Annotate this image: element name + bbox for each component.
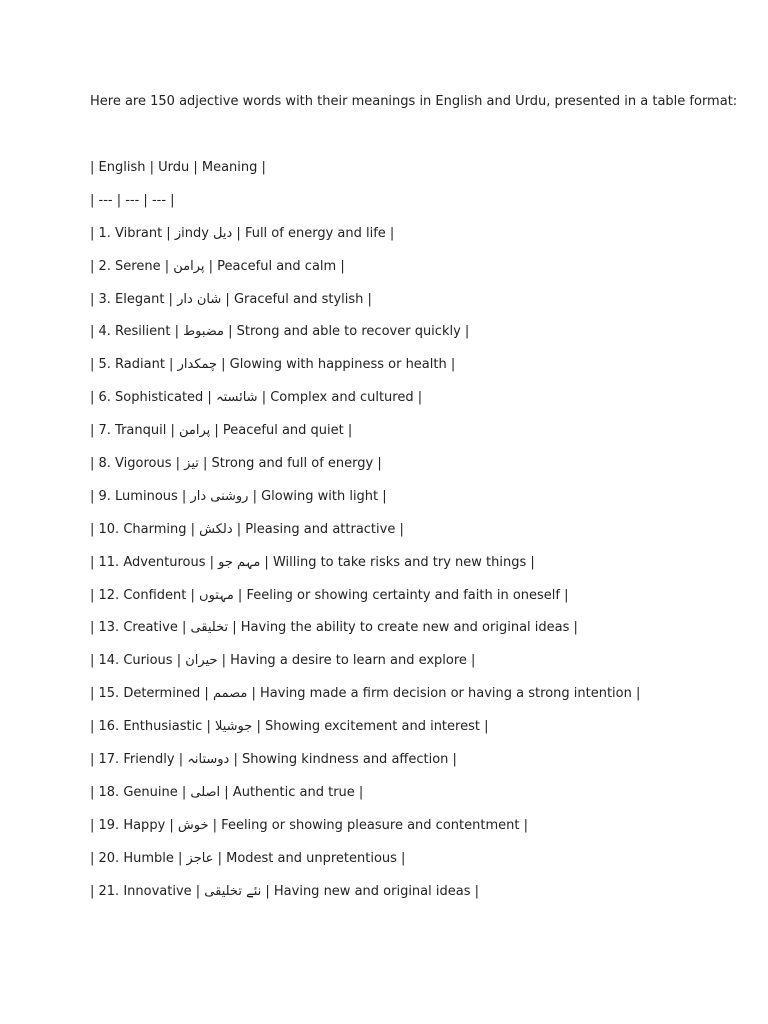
intro-paragraph: Here are 150 adjective words with their meanings in English and Urdu, presented in a table format: [90, 94, 738, 109]
table-row: | 4. Resilient | مضبوط | Strong and able to recover quickly | [90, 324, 470, 340]
table-row: | 2. Serene | پرامن | Peaceful and calm | [90, 258, 345, 274]
table-row: | 3. Elegant | شان دار | Graceful and stylish | [90, 291, 372, 307]
table-row: | 21. Innovative | نئے تخلیقی | Having new and original ideas | [90, 883, 479, 899]
table-header-line: | English | Urdu | Meaning | [90, 160, 266, 175]
table-row: | 15. Determined | مصمم | Having made a firm decision or having a strong intention | [90, 686, 641, 702]
table-row: | 18. Genuine | اصلی | Authentic and true | [90, 784, 364, 800]
table-row: | 13. Creative | تخلیقی | Having the ability to create new and original ideas | [90, 620, 578, 636]
adjective-table-lines [90, 159, 730, 915]
table-row: | 19. Happy | خوش | Feeling or showing pleasure and contentment | [90, 817, 528, 833]
table-row: | 11. Adventurous | مہم جو | Willing to take risks and try new things | [90, 554, 535, 570]
table-row: | 7. Tranquil | پرامن | Peaceful and quiet | [90, 423, 353, 439]
table-row: | 9. Luminous | روشنی دار | Glowing with light | [90, 488, 387, 504]
table-row: | 6. Sophisticated | شائستہ | Complex and cultured | [90, 390, 423, 406]
table-row: | 1. Vibrant | زindy دیل | Full of energy and life | [90, 225, 395, 241]
table-row: | 10. Charming | دلکش | Pleasing and attractive | [90, 521, 404, 537]
table-row: | 14. Curious | حیران | Having a desire to learn and explore | [90, 653, 476, 669]
table-row: | 20. Humble | عاجز | Modest and unpretentious | [90, 850, 406, 866]
table-row: | 12. Confident | مہتوں | Feeling or showing certainty and faith in oneself | [90, 587, 569, 603]
table-row: | 17. Friendly | دوستانہ | Showing kindness and affection | [90, 752, 457, 768]
table-row: | 16. Enthusiastic | جوشیلا | Showing excitement and interest | [90, 719, 489, 735]
table-row: | 5. Radiant | چمکدار | Glowing with happiness or health | [90, 357, 456, 373]
table-row: | 8. Vigorous | تیز | Strong and full of energy | [90, 456, 382, 472]
table-separator-line: | --- | --- | --- | [90, 192, 175, 208]
